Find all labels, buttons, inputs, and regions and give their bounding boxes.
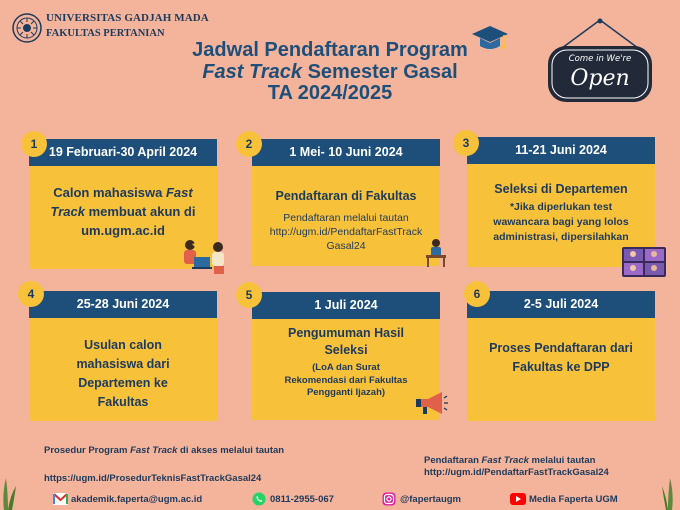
title-semester: Semester Gasal	[302, 61, 458, 83]
megaphone-icon	[414, 390, 448, 416]
step-6-date: 2-5 Juli 2024	[467, 291, 655, 318]
step-2-number: 2	[236, 131, 262, 157]
footer-registration-note	[424, 455, 595, 467]
video-call-icon	[622, 247, 666, 277]
page-title-line3: TA 2024/2025	[267, 82, 393, 104]
title-fast-track: Fast Track	[202, 61, 303, 83]
gmail-icon	[53, 493, 68, 505]
footer-left-pre: Prosedur Program	[44, 445, 131, 456]
contact-email[interactable]: akademik.faperta@ugm.ac.id	[71, 494, 203, 505]
step-4-heading: Usulan calon mahasiswa dari Departemen ke Fakultas	[76, 338, 170, 409]
faculty-name: FAKULTAS PERTANIAN	[46, 28, 165, 39]
footer-left-italic: Fast Track	[130, 445, 178, 456]
step-2-heading: Pendaftaran di Fakultas	[275, 189, 417, 203]
step-1-text-pre: Calon mahasiswa	[53, 185, 166, 200]
contact-instagram[interactable]: @fapertaugm	[400, 494, 461, 505]
step-3-detail: *Jika diperlukan test wawancara bagi yang lolos administrasi, dipersilahkan	[493, 201, 629, 243]
step-6-body	[467, 339, 655, 377]
footer-procedure-note	[44, 445, 314, 457]
whatsapp-icon	[252, 492, 266, 506]
step-1-text	[29, 183, 217, 240]
step-4-body	[29, 336, 217, 412]
open-sign-top-text: Come in We're	[568, 54, 632, 64]
step-card-4	[29, 291, 217, 421]
step-5-body	[252, 325, 440, 400]
step-card-5	[252, 292, 440, 420]
footer-right-italic: Fast Track	[481, 455, 529, 466]
footer-right-pre: Pendaftaran	[424, 455, 482, 466]
step-4-date: 25-28 Juni 2024	[29, 291, 217, 318]
footer-procedure-link[interactable]: https://ugm.id/ProsedurTeknisFastTrackGasal24	[44, 473, 262, 484]
step-card-2	[252, 139, 440, 266]
graduation-cap-icon	[470, 22, 510, 58]
open-sign-main-text: Open	[570, 66, 630, 91]
footer-right-post: melalui tautan	[528, 455, 596, 466]
step-1-date: 19 Februari-30 April 2024	[29, 139, 217, 166]
students-laptop-icon	[176, 237, 232, 277]
plant-right-icon	[660, 474, 680, 510]
step-6-number: 6	[464, 281, 490, 307]
step-4-number: 4	[18, 281, 44, 307]
instagram-icon	[382, 492, 396, 506]
step-3-body	[467, 181, 655, 245]
plant-left-icon	[0, 474, 20, 510]
step-2-body	[252, 188, 440, 253]
footer-left-post: di akses melalui tautan	[177, 445, 285, 456]
step-2-date: 1 Mei- 10 Juni 2024	[252, 139, 440, 166]
step-1-text-italic: Fast Track	[50, 185, 193, 219]
page-title-line1: Jadwal Pendaftaran Program	[192, 39, 468, 61]
step-6-heading: Proses Pendaftaran dari Fakultas ke DPP	[489, 341, 633, 374]
step-3-date: 11-21 Juni 2024	[467, 137, 655, 164]
step-1-text-post: membuat akun di um.ugm.ac.id	[81, 204, 196, 238]
ugm-seal-logo	[12, 13, 42, 43]
step-5-heading: Pengumuman Hasil Seleksi	[288, 326, 404, 357]
step-3-heading: Seleksi di Departemen	[494, 182, 628, 196]
contact-youtube[interactable]: Media Faperta UGM	[529, 494, 618, 505]
footer-registration-link[interactable]: http://ugm.id/PendaftarFastTrackGasal24	[424, 467, 609, 478]
page-title-line2	[150, 62, 510, 82]
step-1-number: 1	[21, 131, 47, 157]
desk-person-icon	[424, 238, 448, 268]
university-name: UNIVERSITAS GADJAH MADA	[46, 12, 209, 24]
step-card-6	[467, 291, 655, 421]
step-5-date: 1 Juli 2024	[252, 292, 440, 319]
step-5-number: 5	[236, 282, 262, 308]
youtube-icon	[510, 493, 526, 505]
contact-whatsapp[interactable]: 0811-2955-067	[270, 494, 334, 505]
step-5-detail: (LoA dan Surat Rekomendasi dari Fakultas Pengganti Ijazah)	[284, 362, 408, 398]
step-3-number: 3	[453, 130, 479, 156]
step-2-detail: Pendaftaran melalui tautan http://ugm.id/PendaftarFastTrack Gasal24	[269, 212, 423, 252]
